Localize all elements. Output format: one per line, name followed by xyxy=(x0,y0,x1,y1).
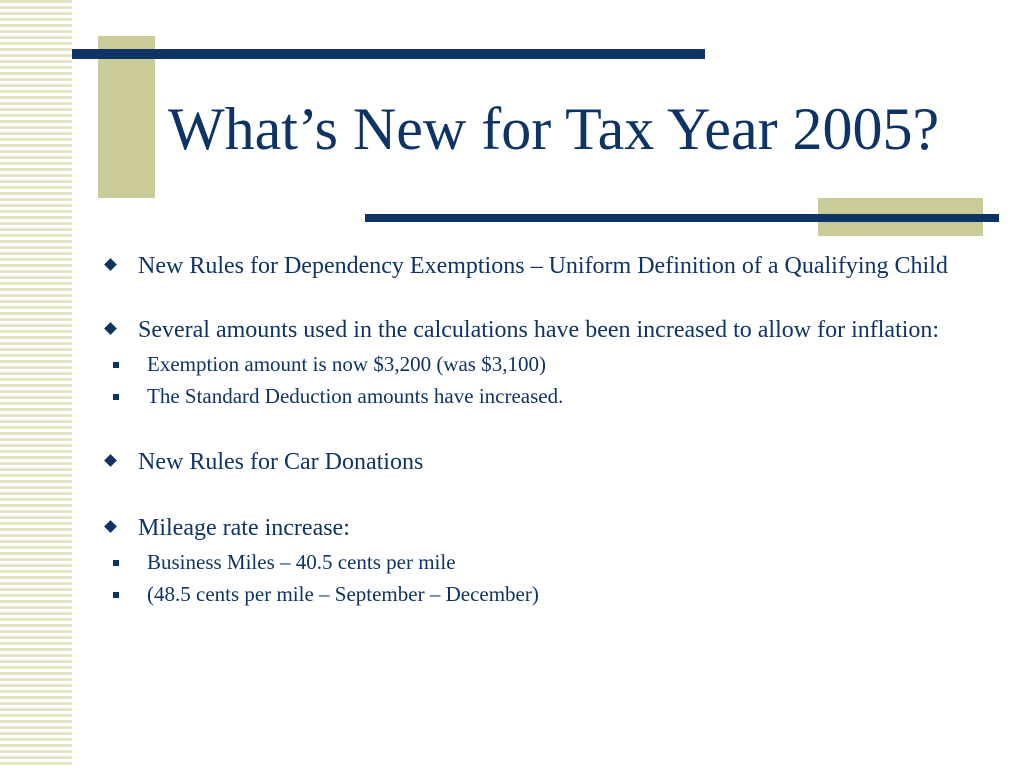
sub-bullet-item xyxy=(100,380,980,412)
diamond-bullet-icon xyxy=(104,520,117,533)
bullet-item xyxy=(100,252,980,280)
navy-accent-bar-top xyxy=(72,49,705,59)
bullet-item xyxy=(100,448,980,476)
diamond-bullet-icon xyxy=(104,454,117,467)
square-bullet-icon xyxy=(113,592,119,598)
bullet-text: Mileage rate increase: xyxy=(138,515,350,541)
sub-bullet-item xyxy=(100,578,980,610)
sub-bullet-item xyxy=(100,348,980,380)
bullet-text: New Rules for Car Donations xyxy=(138,449,424,475)
diamond-bullet-icon xyxy=(104,322,117,335)
sub-bullet-list xyxy=(100,348,980,412)
striped-margin-decoration xyxy=(0,0,72,768)
sub-bullet-list xyxy=(100,546,980,610)
sub-bullet-text: (48.5 cents per mile – September – December) xyxy=(147,582,539,606)
slide-title: What’s New for Tax Year 2005? xyxy=(168,96,940,162)
bullet-text: New Rules for Dependency Exemptions – Uniform Definition of a Qualifying Child xyxy=(138,253,948,279)
diamond-bullet-icon xyxy=(104,258,117,271)
square-bullet-icon xyxy=(113,362,119,368)
sub-bullet-text: Exemption amount is now $3,200 (was $3,100) xyxy=(147,352,546,376)
square-bullet-icon xyxy=(113,560,119,566)
bullet-list xyxy=(100,252,980,610)
bullet-text: Several amounts used in the calculations have been increased to allow for inflation: xyxy=(138,317,940,343)
sub-bullet-text: The Standard Deduction amounts have increased. xyxy=(147,384,564,408)
sub-bullet-item xyxy=(100,546,980,578)
sub-bullet-text: Business Miles – 40.5 cents per mile xyxy=(147,550,456,574)
navy-accent-bar-bottom xyxy=(365,214,999,222)
bullet-item xyxy=(100,514,980,542)
tan-accent-block-top xyxy=(98,36,155,198)
bullet-item xyxy=(100,316,980,344)
square-bullet-icon xyxy=(113,394,119,400)
